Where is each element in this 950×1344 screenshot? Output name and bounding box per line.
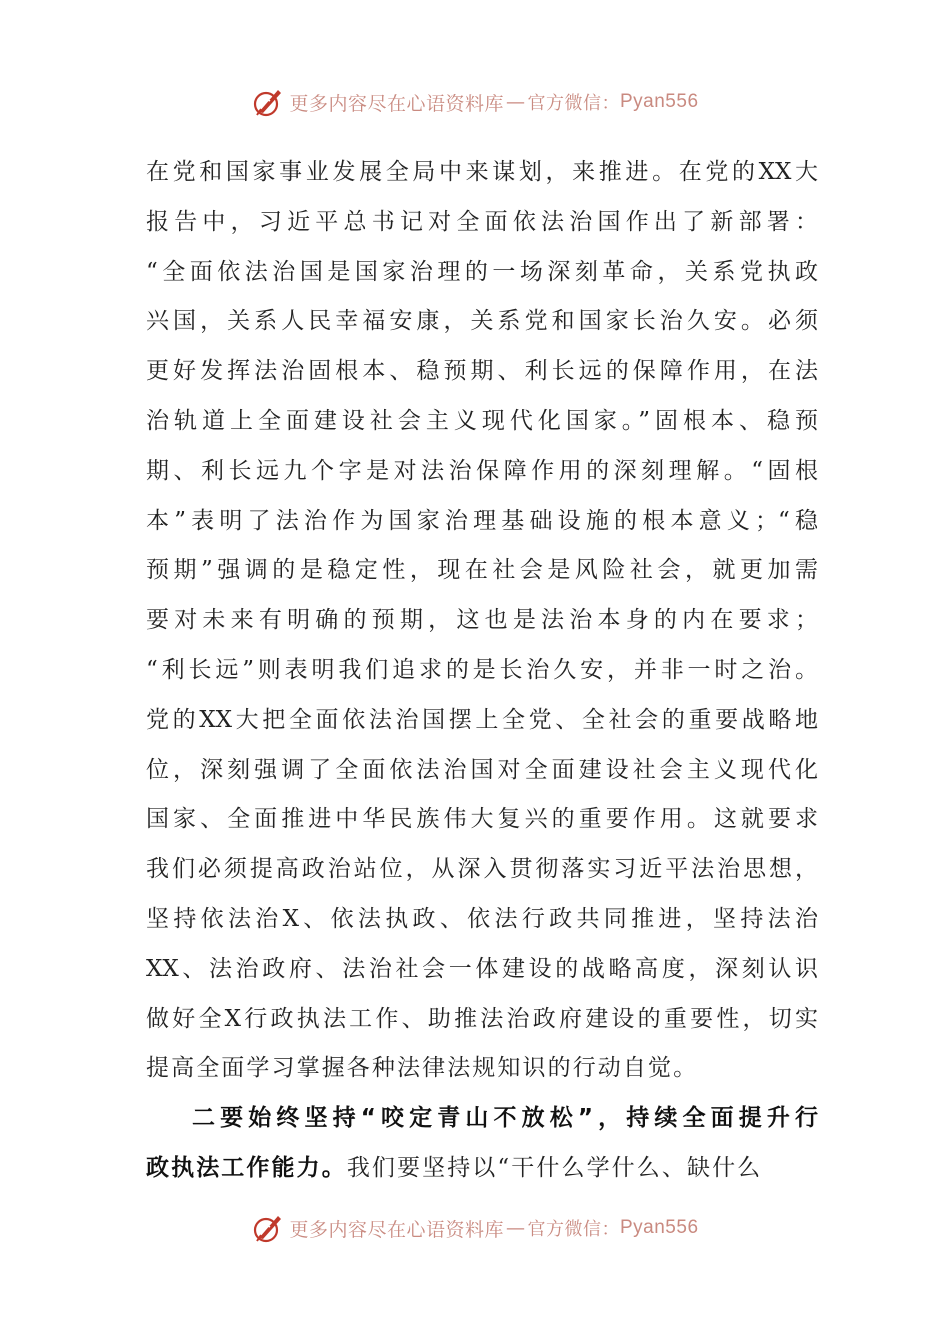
text-line: 国家、全面推进中华民族伟大复兴的重要作用。这就要求 [146, 806, 818, 833]
text-line: XX、法治政府、法治社会一体建设的战略高度，深刻认识 [146, 955, 818, 982]
document-body [146, 148, 818, 1194]
watermark-separator: — [506, 1217, 526, 1239]
text-line: 本”表明了法治作为国家治理基础设施的根本意义；“稳 [146, 507, 818, 534]
section-heading-continuation [146, 1144, 818, 1194]
text-line: “全面依法治国是国家治理的一场深刻革命，关系党执政 [146, 258, 818, 285]
text-line: 做好全X行政执法工作、助推法治政府建设的重要性，切实 [146, 1005, 818, 1032]
text-line: 期、利长远九个字是对法治保障作用的深刻理解。“固根 [146, 457, 818, 484]
text-line: 报告中，习近平总书记对全面依法治国作出了新部署： [146, 208, 818, 235]
footer-watermark [0, 1208, 950, 1248]
watermark-banner [251, 1211, 698, 1245]
text-line: “利长远”则表明我们追求的是长治久安，并非一时之治。 [146, 656, 818, 683]
section-heading-tail: 政执法工作能力。 [146, 1154, 347, 1181]
text-line: 要对未来有明确的预期，这也是法治本身的内在要求； [146, 607, 818, 634]
section-heading-line: 二要始终坚持“咬定青山不放松”，持续全面提升行 [192, 1105, 818, 1132]
watermark-text: 更多内容尽在心语资料库 [289, 1218, 504, 1241]
text-line: 更好发挥法治固根本、稳预期、利长远的保障作用，在法 [146, 358, 818, 385]
wechat-handle: Pyan556 [620, 1217, 699, 1238]
wechat-label: 官方微信： [527, 93, 620, 114]
quill-logo-icon [251, 1211, 285, 1245]
text-line: 治轨道上全面建设社会主义现代化国家。”固根本、稳预 [146, 407, 818, 434]
paragraph-text: 我们要坚持以“干什么学什么、缺什么 [346, 1154, 763, 1181]
header-watermark [0, 82, 950, 122]
text-line: 坚持依法治X、依法执政、依法行政共同推进，坚持法治 [146, 905, 818, 932]
text-line: 在党和国家事业发展全局中来谋划，来推进。在党的XX大 [146, 159, 818, 185]
watermark-separator: — [506, 91, 526, 113]
wechat-handle: Pyan556 [620, 91, 699, 112]
quill-logo-icon [251, 85, 285, 119]
wechat-label: 官方微信： [527, 1219, 620, 1240]
watermark-text: 更多内容尽在心语资料库 [289, 92, 504, 115]
text-line: 提高全面学习掌握各种法律法规知识的行动自觉。 [146, 1055, 699, 1082]
text-line: 位，深刻强调了全面依法治国对全面建设社会主义现代化 [146, 756, 818, 783]
text-line: 我们必须提高政治站位，从深入贯彻落实习近平法治思想， [146, 856, 818, 883]
text-line: 兴国，关系人民幸福安康，关系党和国家长治久安。必须 [146, 308, 818, 335]
watermark-banner [251, 85, 698, 119]
text-line: 党的XX大把全面依法治国摆上全党、全社会的重要战略地 [146, 706, 818, 733]
text-line: 预期”强调的是稳定性，现在社会是风险社会，就更加需 [146, 557, 818, 584]
